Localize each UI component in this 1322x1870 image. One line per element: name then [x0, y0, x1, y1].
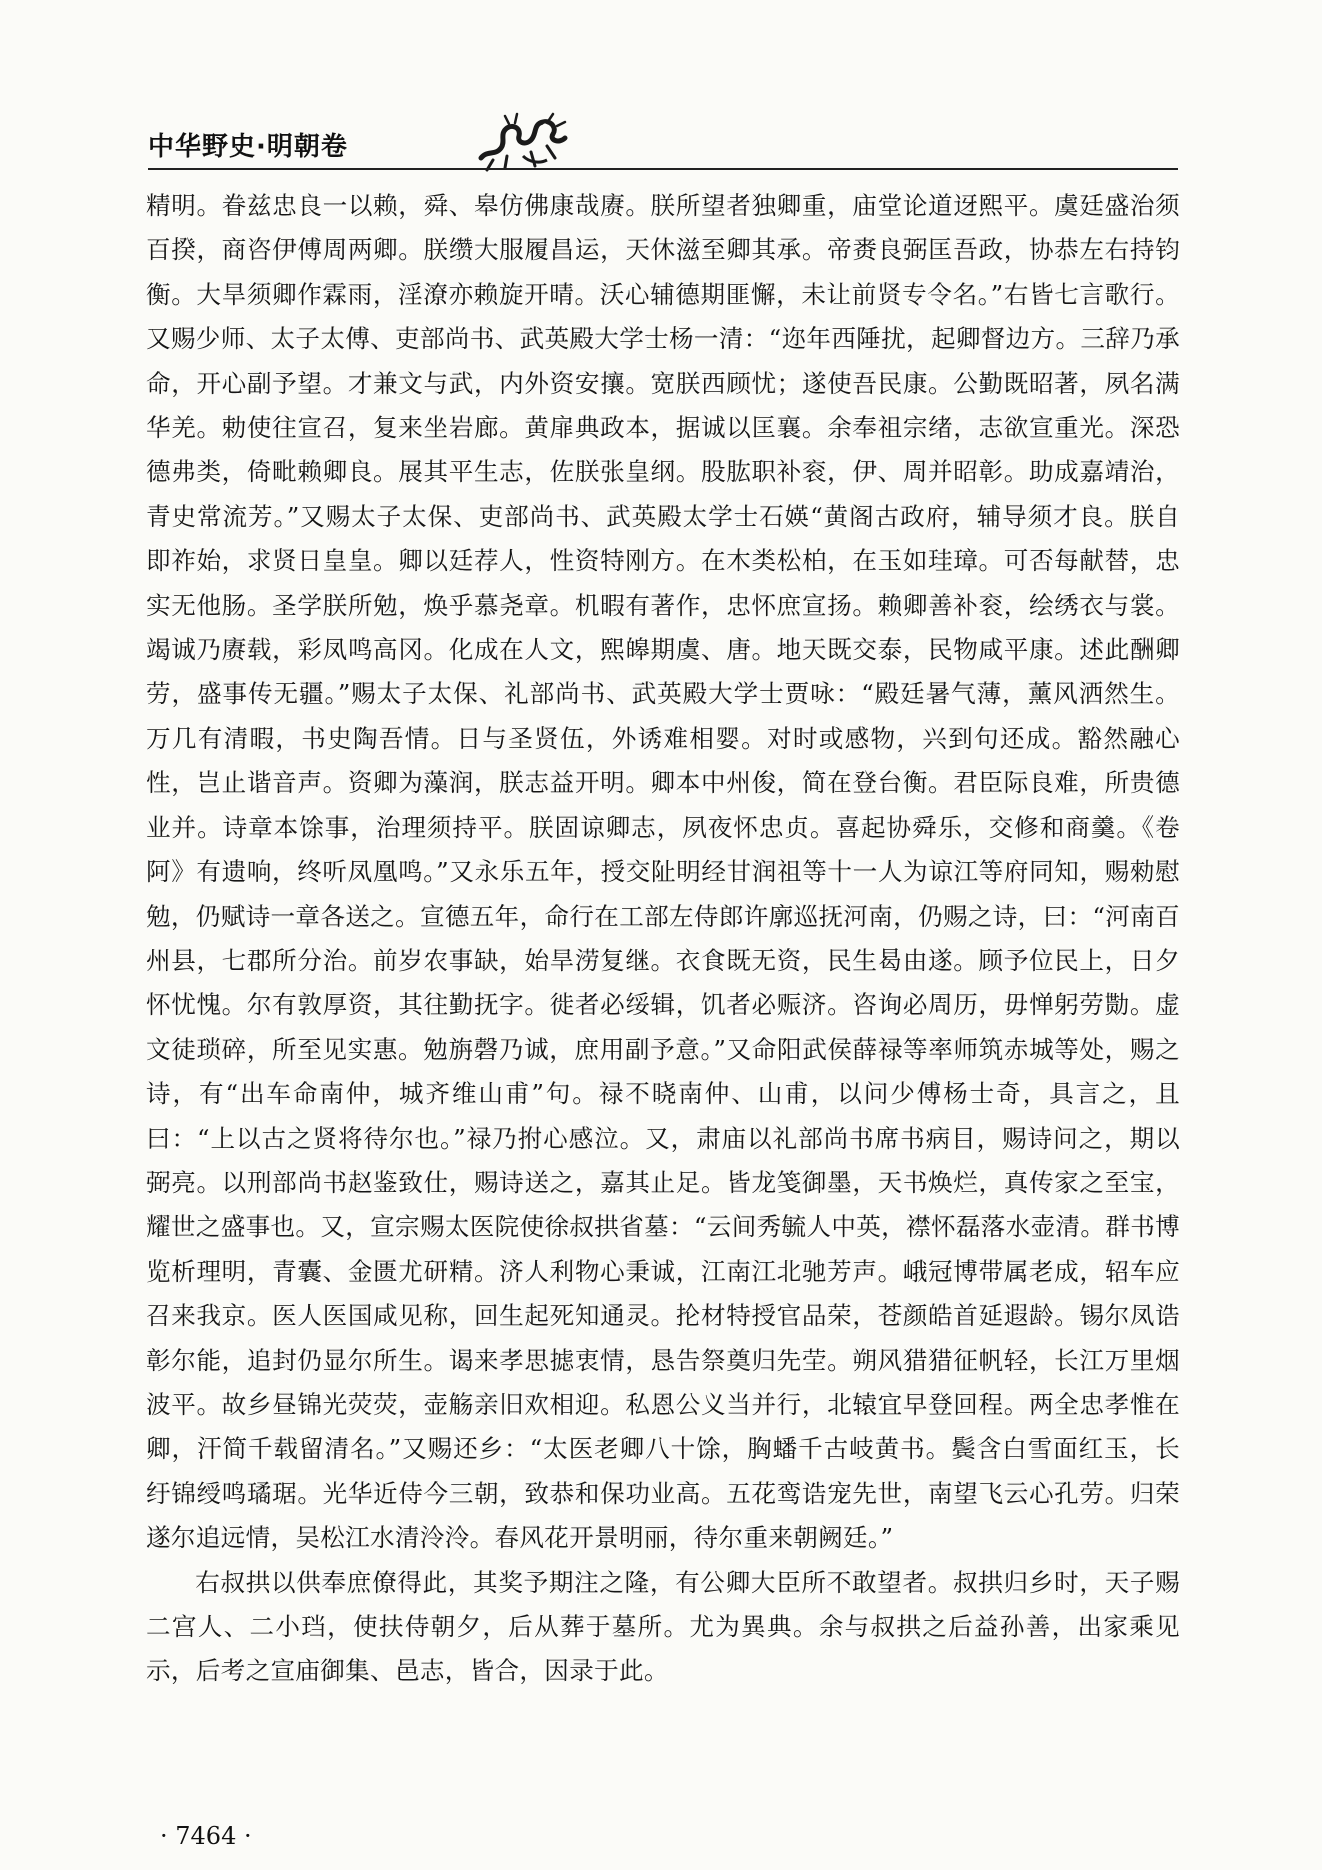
paragraph: 右叔拱以供奉庶僚得此，其奖予期注之隆，有公卿大臣所不敢望者。叔拱归乡时，天子赐二宫人、二小珰，使扶侍朝夕，后从葬于墓所。尤为異典。余与叔拱之后益孙善，出家乘见示，后考之宣庙御集、邑志，皆合，因录于此。 — [146, 1567, 1180, 1686]
page-number: · 7464 · — [160, 1822, 252, 1850]
dragon-emblem-icon — [473, 112, 573, 174]
book-title: 中华野史·明朝卷 — [148, 132, 348, 162]
paragraph: 精明。眷兹忠良一以赖，舜、皋仿佛康哉赓。朕所望者独卿重，庙堂论道迓熙平。虞廷盛治须百揆，商咨伊傅周两卿。朕缵大服履昌运，天休滋至卿其承。帝赉良弼匡吾政，协恭左右持钧衡。大旱须卿作霖雨，淫潦亦赖旋开晴。沃心辅德期匪懈，未让前贤专令名。”右皆七言歌行。又赐少师、太子太傅、吏部尚书、武英殿大学士杨一清：“迩年西陲扰，起卿督边方。三辞乃承命，开心副予望。才兼文与武，内外资安攘。宽朕西顾忧；遂使吾民康。公勤既昭著，夙名满华羌。勅使往宣召，复来坐岩廊。黄扉典政本，据诚以匡襄。余奉祖宗绪，志欲宣重光。深恐德弗类，倚毗赖卿良。展其平生志，佐朕张皇纲。股肱职补衮，伊、周并昭彰。助成嘉靖治，青史常流芳。”又赐太子太保、吏部尚书、武英殿太学士石媖“黄阁古政府，辅导须才良。朕自即祚始，求贤日皇皇。卿以廷荐人，性资特刚方。在木类松柏，在玉如珪璋。可否每献替，忠实无他肠。圣学朕所勉，焕乎慕尧章。机暇有著作，忠怀庶宣扬。赖卿善补衮，绘绣衣与裳。竭诚乃赓载，彩凤鸣高冈。化成在人文，熙皞期虞、唐。地天既交泰，民物咸平康。述此酬卿劳，盛事传无疆。”赐太子太保、礼部尚书、武英殿大学士贾咏：“殿廷暑气薄，薰风洒然生。万几有清暇，书史陶吾情。日与圣贤伍，外诱难相婴。对时或感物，兴到句还成。豁然融心性，岂止谐音声。资卿为藻润，朕志益开明。卿本中州俊，简在登台衡。君臣际良难，所贵德业并。诗章本馀事，治理须持平。朕固谅卿志，夙夜怀忠贞。喜起协舜乐，交修和商羹。《卷阿》有遗响，终听凤凰鸣。”又永乐五年，授交阯明经甘润祖等十一人为谅江等府同知，赐勑慰勉，仍赋诗一章各送之。宣德五年，命行在工部左侍郎许廓巡抚河南，仍赐之诗，曰：“河南百州县，七郡所分治。前岁农事缺，始旱涝复继。衣食既无资，民生曷由遂。顾予位民上，日夕怀忧愧。尔有敦厚资，其往勤抚字。徙者必绥辑，饥者必赈济。咨询必周历，毋惮躬劳勚。虚文徒琐碎，所至见实惠。勉旃磬乃诚，庶用副予意。”又命阳武侯薛禄等率师筑赤城等处，赐之诗，有“出车命南仲，城齐维山甫”句。禄不晓南仲、山甫，以问少傅杨士奇，具言之，且曰：“上以古之贤将待尔也。”禄乃拊心感泣。又，肃庙以礼部尚书席书病目，赐诗问之，期以弼亮。以刑部尚书赵鉴致仕，赐诗送之，嘉其止足。皆龙笺御墨，天书焕烂，真传家之至宝，耀世之盛事也。又，宣宗赐太医院使徐叔拱省墓：“云间秀毓人中英，襟怀磊落水壶清。群书博览析理明，青囊、金匮尤研精。济人利物心秉诚，江南江北驰芳声。峨冠博带属老成，轺车应召来我京。医人医国咸见称，回生起死知通灵。抡材特授官品荣，苍颜皓首延遐龄。锡尔凤诰彰尔能，追封仍显尔所生。谒来孝思摅衷情，恳告祭奠归先茔。朔风猎猎征帆轻，长江万里烟波平。故乡昼锦光荧荧，壶觞亲旧欢相迎。私恩公义当并行，北辕宜早登回程。两全忠孝惟在卿，汗简千载留清名。”又赐还乡：“太医老卿八十馀，胸蟠千古岐黄书。鬓含白雪面红玉，长纡锦绶鸣璚琚。光华近侍今三朝，致恭和保功业高。五花鸾诰宠先世，南望飞云心孔劳。归荣遂尔追远情，吴松江水清泠泠。春风花开景明丽，待尔重来朝阙廷。” — [146, 191, 1180, 1553]
main-text — [146, 184, 1180, 1694]
page-header — [148, 112, 1178, 172]
header-divider — [148, 168, 1178, 170]
